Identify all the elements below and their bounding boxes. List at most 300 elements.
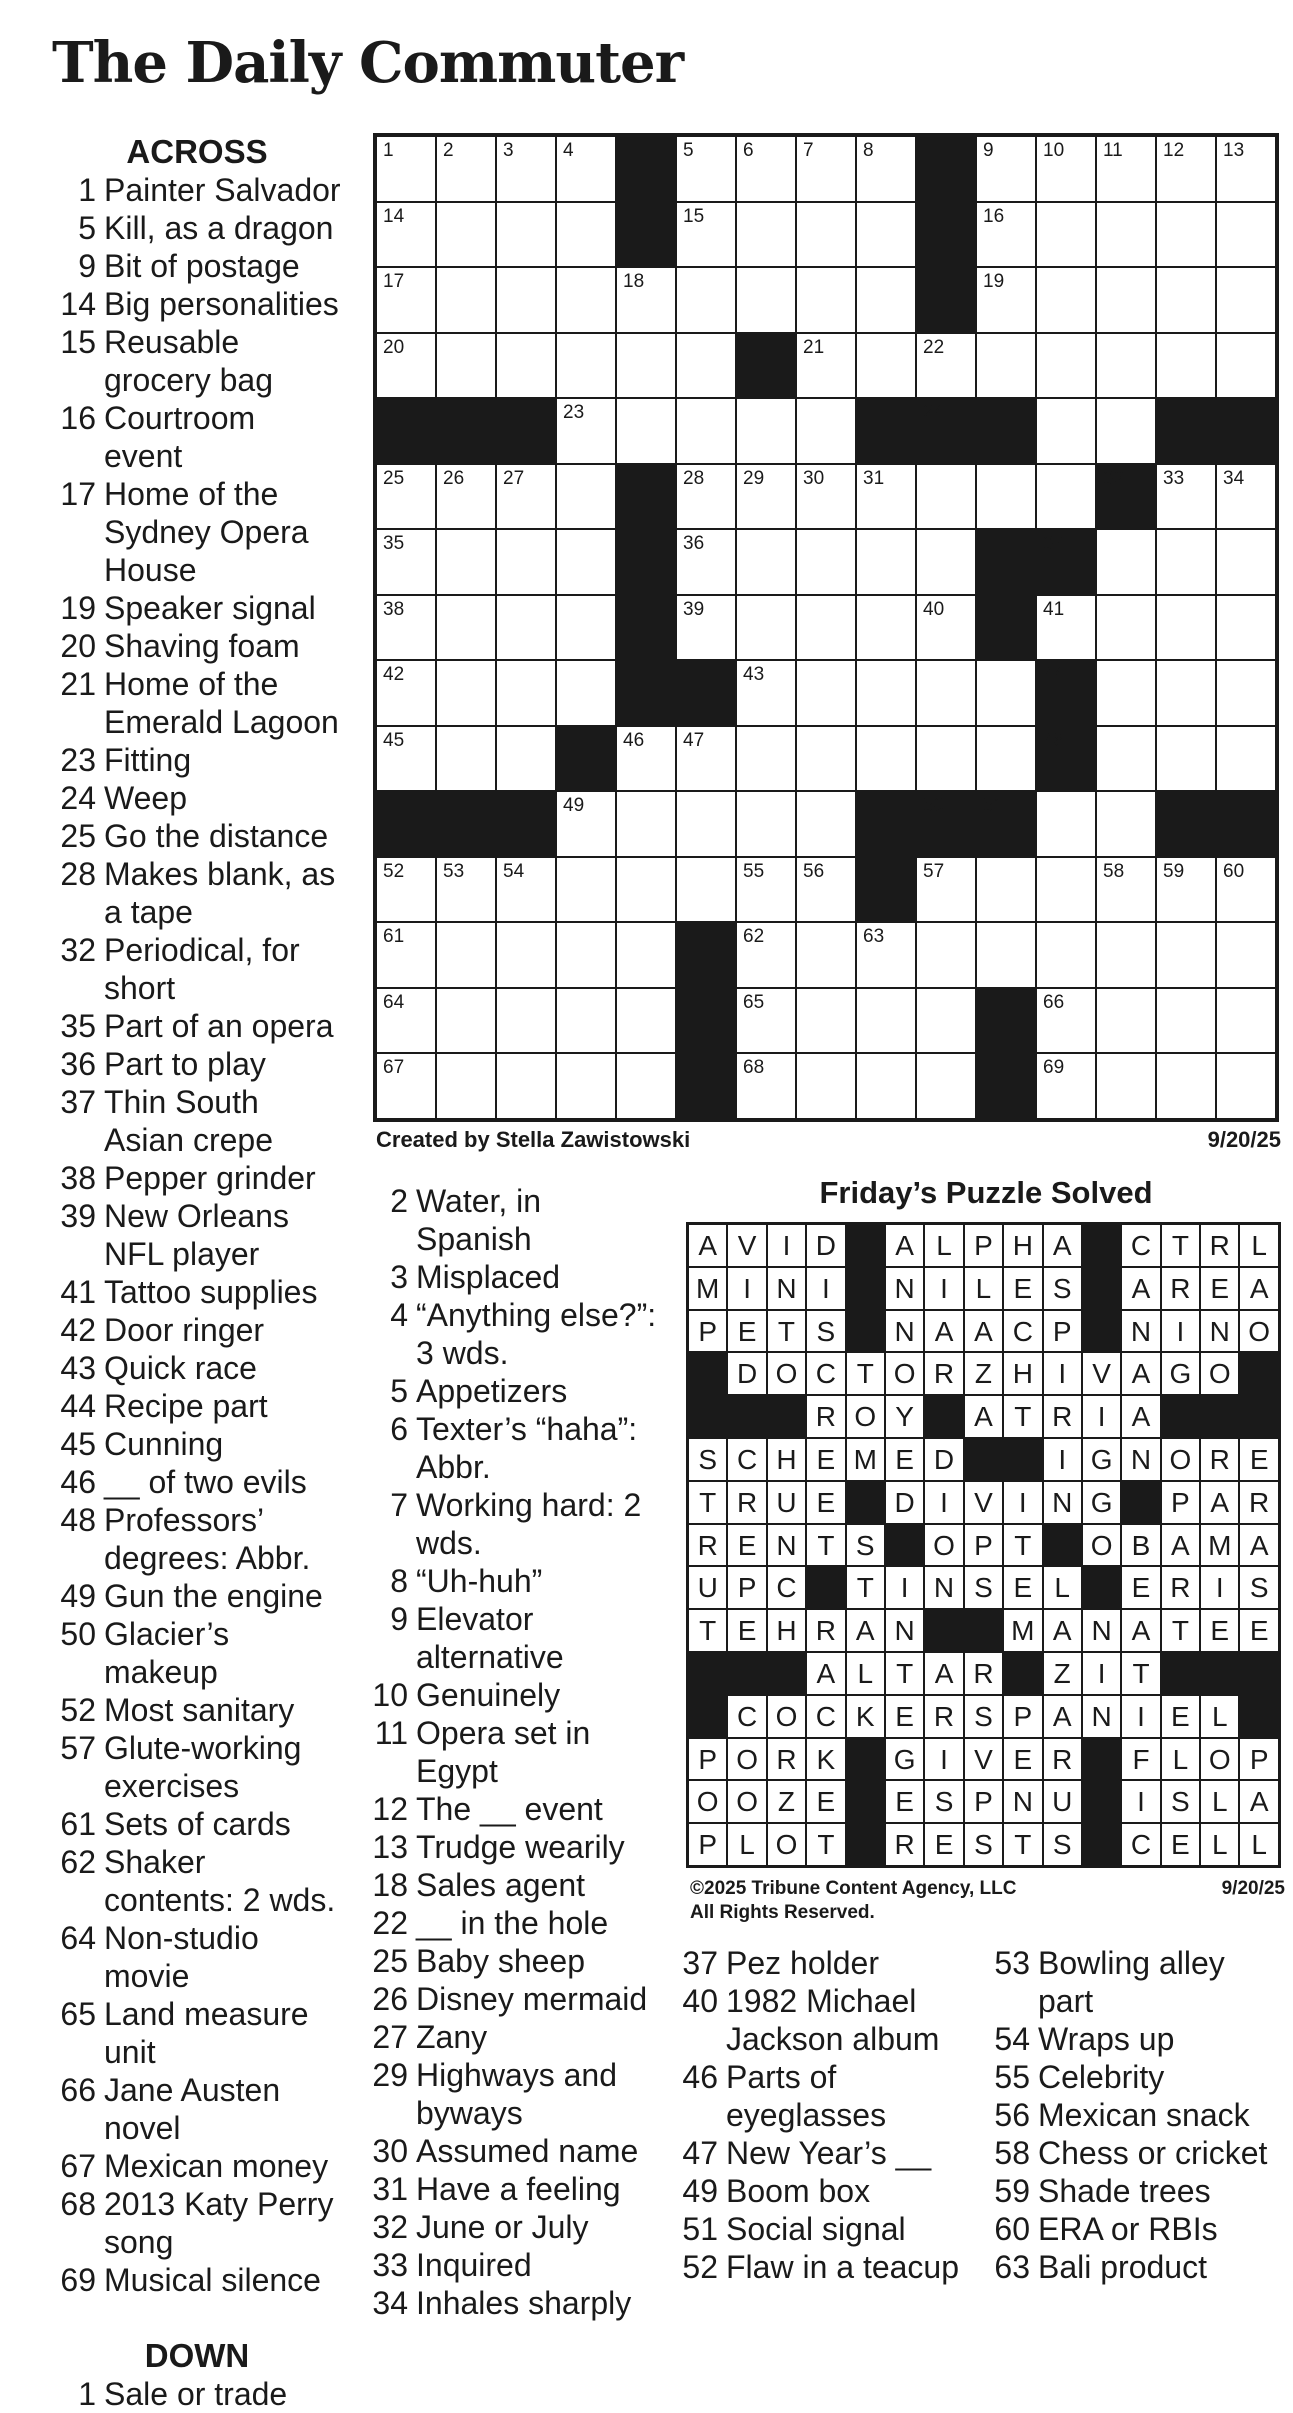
grid-cell[interactable] — [796, 398, 856, 464]
clue-item — [364, 1980, 664, 2018]
clue-text: Go the distance — [104, 818, 329, 854]
clue-text: Non-studio movie — [104, 1920, 259, 1994]
grid-cell[interactable] — [676, 398, 736, 464]
grid-block — [616, 529, 676, 595]
clue-item — [52, 589, 342, 627]
grid-cell[interactable] — [496, 136, 556, 202]
grid-cell[interactable] — [916, 595, 976, 661]
grid-cell[interactable] — [616, 922, 676, 988]
solution-cell: A — [688, 1224, 727, 1267]
clue-item — [52, 1919, 342, 1995]
clue-text: Door ringer — [104, 1312, 265, 1348]
grid-cell[interactable] — [916, 988, 976, 1054]
grid-cell[interactable] — [496, 660, 556, 726]
grid-cell[interactable] — [796, 202, 856, 268]
grid-cell[interactable] — [676, 136, 736, 202]
grid-cell[interactable] — [436, 1053, 496, 1119]
cell-number: 25 — [383, 467, 405, 489]
grid-cell[interactable] — [1156, 660, 1216, 726]
grid-cell[interactable] — [436, 857, 496, 923]
grid-cell[interactable] — [556, 398, 616, 464]
grid-cell[interactable] — [376, 1053, 436, 1119]
grid-cell[interactable] — [1216, 922, 1276, 988]
clue-text: Texter’s “haha”: Abbr. — [416, 1411, 638, 1485]
grid-cell[interactable] — [736, 726, 796, 792]
clue-text: Pepper grinder — [104, 1160, 316, 1196]
grid-cell[interactable] — [796, 857, 856, 923]
grid-cell[interactable] — [736, 136, 796, 202]
solution-cell: N — [1082, 1695, 1121, 1738]
clue-text: Chess or cricket — [1038, 2135, 1268, 2171]
solution-cell: I — [1043, 1352, 1082, 1395]
cell-number: 2 — [443, 140, 454, 161]
grid-cell[interactable] — [856, 595, 916, 661]
cell-number: 23 — [563, 402, 585, 423]
grid-cell[interactable] — [736, 398, 796, 464]
solution-cell: R — [767, 1738, 806, 1781]
clue-number: 54 — [994, 2021, 1030, 2057]
grid-cell[interactable] — [376, 726, 436, 792]
grid-cell[interactable] — [436, 136, 496, 202]
grid-cell[interactable] — [556, 988, 616, 1054]
grid-cell[interactable] — [1096, 988, 1156, 1054]
grid-cell[interactable] — [556, 660, 616, 726]
solution-block — [688, 1652, 727, 1695]
grid-cell[interactable] — [1156, 267, 1216, 333]
grid-cell[interactable] — [1096, 398, 1156, 464]
grid-cell[interactable] — [1096, 202, 1156, 268]
grid-block — [616, 136, 676, 202]
grid-cell[interactable] — [1156, 1053, 1216, 1119]
grid-cell[interactable] — [1036, 1053, 1096, 1119]
grid-cell[interactable] — [1156, 136, 1216, 202]
solution-cell: P — [1161, 1481, 1200, 1524]
solution-cell: C — [727, 1438, 766, 1481]
solution-cell: T — [885, 1652, 924, 1695]
cell-number: 60 — [1223, 860, 1245, 882]
grid-cell[interactable] — [676, 529, 736, 595]
grid-cell[interactable] — [496, 857, 556, 923]
grid-cell[interactable] — [1036, 202, 1096, 268]
grid-cell[interactable] — [556, 922, 616, 988]
grid-cell[interactable] — [796, 267, 856, 333]
grid-cell[interactable] — [376, 857, 436, 923]
grid-cell[interactable] — [1036, 988, 1096, 1054]
solution-cell: M — [1003, 1609, 1042, 1652]
grid-cell[interactable] — [976, 922, 1036, 988]
grid-cell[interactable] — [976, 136, 1036, 202]
cell-number: 49 — [563, 795, 585, 816]
grid-block — [1036, 660, 1096, 726]
solution-block — [1043, 1524, 1082, 1567]
grid-cell[interactable] — [1156, 988, 1216, 1054]
solution-cell: L — [964, 1267, 1003, 1310]
grid-cell[interactable] — [1156, 202, 1216, 268]
grid-cell[interactable] — [376, 333, 436, 399]
grid-cell[interactable] — [496, 1053, 556, 1119]
clue-number: 47 — [682, 2135, 718, 2171]
grid-cell[interactable] — [616, 791, 676, 857]
grid-cell[interactable] — [556, 857, 616, 923]
grid-cell[interactable] — [1156, 857, 1216, 923]
grid-cell[interactable] — [1216, 988, 1276, 1054]
grid-cell[interactable] — [796, 988, 856, 1054]
grid-cell[interactable] — [736, 267, 796, 333]
clue-text: Reusable grocery bag — [104, 324, 273, 398]
solution-cell: V — [964, 1738, 1003, 1781]
grid-cell[interactable] — [856, 202, 916, 268]
cell-number: 20 — [383, 336, 405, 358]
grid-cell[interactable] — [496, 922, 556, 988]
grid-cell[interactable] — [976, 857, 1036, 923]
grid-cell[interactable] — [736, 1053, 796, 1119]
clue-item — [52, 475, 342, 589]
grid-cell[interactable] — [1036, 857, 1096, 923]
solution-block — [846, 1224, 885, 1267]
grid-cell[interactable] — [1036, 398, 1096, 464]
grid-block — [916, 398, 976, 464]
grid-cell[interactable] — [976, 267, 1036, 333]
clue-item — [52, 741, 342, 779]
cell-number: 51 — [983, 795, 1005, 816]
clue-number: 3 — [390, 1259, 408, 1295]
grid-cell[interactable] — [556, 595, 616, 661]
grid-cell[interactable] — [1096, 726, 1156, 792]
clue-item — [52, 2261, 342, 2299]
grid-cell[interactable] — [376, 464, 436, 530]
grid-cell[interactable] — [376, 529, 436, 595]
grid-cell[interactable] — [1096, 857, 1156, 923]
clue-number: 46 — [682, 2059, 718, 2095]
grid-cell[interactable] — [1216, 726, 1276, 792]
grid-cell[interactable] — [676, 267, 736, 333]
grid-cell[interactable] — [1096, 529, 1156, 595]
grid-cell[interactable] — [976, 464, 1036, 530]
grid-cell[interactable] — [1216, 595, 1276, 661]
grid-cell[interactable] — [736, 202, 796, 268]
solution-block — [1200, 1395, 1239, 1438]
down-list-col2 — [364, 1182, 664, 2322]
clue-text: 2013 Katy Perry song — [104, 2186, 334, 2260]
grid-cell[interactable] — [676, 726, 736, 792]
grid-cell[interactable] — [1096, 791, 1156, 857]
grid-cell[interactable] — [856, 267, 916, 333]
grid-cell[interactable] — [556, 267, 616, 333]
solution-cell: R — [1161, 1566, 1200, 1609]
grid-cell[interactable] — [916, 857, 976, 923]
grid-cell[interactable] — [556, 136, 616, 202]
grid-cell[interactable] — [976, 202, 1036, 268]
grid-block — [616, 202, 676, 268]
grid-cell[interactable] — [796, 726, 856, 792]
grid-cell[interactable] — [736, 857, 796, 923]
cell-number: 41 — [1043, 598, 1065, 620]
solution-title: Friday’s Puzzle Solved — [819, 1175, 1153, 1210]
clue-number: 17 — [60, 476, 96, 512]
grid-cell[interactable] — [1216, 529, 1276, 595]
grid-cell[interactable] — [796, 333, 856, 399]
cell-number: 15 — [683, 205, 705, 227]
grid-cell[interactable] — [1156, 595, 1216, 661]
grid-cell[interactable] — [796, 1053, 856, 1119]
grid-cell[interactable] — [916, 529, 976, 595]
grid-cell[interactable] — [376, 136, 436, 202]
grid-cell[interactable] — [796, 660, 856, 726]
grid-cell[interactable] — [436, 464, 496, 530]
grid-cell[interactable] — [1036, 267, 1096, 333]
grid-cell[interactable] — [1036, 791, 1096, 857]
solution-cell: I — [1082, 1395, 1121, 1438]
grid-cell[interactable] — [796, 595, 856, 661]
solution-cell: I — [1161, 1310, 1200, 1353]
grid-cell[interactable] — [1036, 136, 1096, 202]
grid-cell[interactable] — [616, 398, 676, 464]
solution-cell: O — [846, 1395, 885, 1438]
grid-cell[interactable] — [376, 660, 436, 726]
grid-cell[interactable] — [1036, 595, 1096, 661]
grid-cell[interactable] — [916, 660, 976, 726]
grid-cell[interactable] — [736, 660, 796, 726]
clue-number: 8 — [390, 1563, 408, 1599]
cell-number: 26 — [443, 467, 465, 489]
solution-cell: P — [688, 1738, 727, 1781]
clue-text: Big personalities — [104, 286, 339, 322]
grid-cell[interactable] — [1216, 660, 1276, 726]
grid-cell[interactable] — [1156, 922, 1216, 988]
clue-text: Inhales sharply — [416, 2285, 632, 2321]
grid-cell[interactable] — [616, 267, 676, 333]
cell-number: 27 — [503, 467, 525, 489]
grid-cell[interactable] — [916, 333, 976, 399]
grid-cell[interactable] — [436, 529, 496, 595]
solution-cell: E — [1003, 1566, 1042, 1609]
grid-cell[interactable] — [1096, 1053, 1156, 1119]
grid-cell[interactable] — [376, 202, 436, 268]
grid-cell[interactable] — [856, 333, 916, 399]
grid-cell[interactable] — [1036, 333, 1096, 399]
grid-cell[interactable] — [616, 857, 676, 923]
grid-cell[interactable] — [436, 922, 496, 988]
clue-item — [364, 2018, 664, 2056]
grid-cell[interactable] — [436, 726, 496, 792]
solution-cell: K — [806, 1738, 845, 1781]
grid-cell[interactable] — [496, 988, 556, 1054]
grid-cell[interactable] — [736, 922, 796, 988]
grid-cell[interactable] — [736, 595, 796, 661]
clue-text: Most sanitary — [104, 1692, 295, 1728]
grid-cell[interactable] — [376, 595, 436, 661]
cell-number: 55 — [743, 860, 765, 882]
solution-cell: P — [1003, 1695, 1042, 1738]
solution-cell: G — [1161, 1352, 1200, 1395]
grid-cell[interactable] — [556, 333, 616, 399]
clue-item — [674, 2134, 974, 2172]
solution-cell: D — [727, 1352, 766, 1395]
grid-cell[interactable] — [1156, 464, 1216, 530]
grid-cell[interactable] — [1156, 726, 1216, 792]
grid-cell[interactable] — [1216, 857, 1276, 923]
grid-cell[interactable] — [1096, 660, 1156, 726]
grid-cell[interactable] — [796, 464, 856, 530]
solution-cell: E — [924, 1823, 963, 1866]
clue-number: 32 — [60, 932, 96, 968]
grid-block — [976, 791, 1036, 857]
solution-cell: E — [1003, 1267, 1042, 1310]
grid-cell[interactable] — [1216, 464, 1276, 530]
grid-cell[interactable] — [556, 464, 616, 530]
grid-cell[interactable] — [436, 333, 496, 399]
grid-cell[interactable] — [556, 791, 616, 857]
grid-cell[interactable] — [436, 988, 496, 1054]
clue-number: 63 — [994, 2249, 1030, 2285]
grid-cell[interactable] — [856, 1053, 916, 1119]
grid-block — [976, 595, 1036, 661]
grid-cell[interactable] — [676, 464, 736, 530]
grid-cell[interactable] — [616, 726, 676, 792]
cell-number: 63 — [863, 926, 885, 947]
solution-cell: E — [1121, 1566, 1160, 1609]
grid-cell[interactable] — [556, 529, 616, 595]
grid-cell[interactable] — [796, 791, 856, 857]
grid-cell[interactable] — [1096, 595, 1156, 661]
cell-number: 8 — [863, 140, 874, 161]
grid-cell[interactable] — [676, 202, 736, 268]
grid-cell[interactable] — [496, 333, 556, 399]
grid-cell[interactable] — [376, 922, 436, 988]
grid-cell[interactable] — [496, 267, 556, 333]
grid-cell[interactable] — [916, 464, 976, 530]
clue-text: Part to play — [104, 1046, 266, 1082]
grid-cell[interactable] — [916, 922, 976, 988]
solution-cell: P — [964, 1524, 1003, 1567]
grid-cell[interactable] — [376, 267, 436, 333]
solution-block — [846, 1738, 885, 1781]
solution-cell: M — [846, 1438, 885, 1481]
grid-cell[interactable] — [556, 1053, 616, 1119]
cell-number: 62 — [743, 926, 765, 947]
grid-cell[interactable] — [676, 857, 736, 923]
grid-cell[interactable] — [1216, 202, 1276, 268]
grid-cell[interactable] — [676, 333, 736, 399]
clue-text: Glute-working exercises — [104, 1730, 302, 1804]
solution-cell: T — [806, 1524, 845, 1567]
solution-cell: I — [1200, 1566, 1239, 1609]
grid-cell[interactable] — [556, 202, 616, 268]
copyright-line2: All Rights Reserved. — [690, 1902, 875, 1923]
crossword-grid[interactable] — [373, 133, 1279, 1122]
grid-cell[interactable] — [1096, 267, 1156, 333]
grid-cell[interactable] — [1096, 136, 1156, 202]
solution-cell: N — [1121, 1310, 1160, 1353]
grid-cell[interactable] — [856, 660, 916, 726]
solution-cell: T — [688, 1481, 727, 1524]
grid-cell[interactable] — [1036, 922, 1096, 988]
grid-cell[interactable] — [1096, 922, 1156, 988]
grid-cell[interactable] — [496, 464, 556, 530]
grid-cell[interactable] — [916, 726, 976, 792]
grid-cell[interactable] — [976, 333, 1036, 399]
grid-cell[interactable] — [976, 660, 1036, 726]
grid-cell[interactable] — [1216, 267, 1276, 333]
grid-cell[interactable] — [616, 333, 676, 399]
grid-cell[interactable] — [856, 726, 916, 792]
cell-number: 6 — [743, 140, 754, 161]
grid-cell[interactable] — [616, 1053, 676, 1119]
grid-cell[interactable] — [736, 988, 796, 1054]
grid-cell[interactable] — [796, 529, 856, 595]
solution-cell: O — [767, 1352, 806, 1395]
grid-cell[interactable] — [1036, 464, 1096, 530]
grid-cell[interactable] — [616, 988, 676, 1054]
solution-cell: A — [1043, 1695, 1082, 1738]
grid-cell[interactable] — [496, 529, 556, 595]
grid-cell[interactable] — [676, 595, 736, 661]
clue-item — [52, 1843, 342, 1919]
grid-cell[interactable] — [496, 202, 556, 268]
solution-cell: P — [964, 1780, 1003, 1823]
grid-cell[interactable] — [436, 595, 496, 661]
clue-number: 18 — [372, 1867, 408, 1903]
grid-cell[interactable] — [736, 791, 796, 857]
grid-cell[interactable] — [856, 464, 916, 530]
solution-cell: O — [1200, 1738, 1239, 1781]
solution-cell: S — [806, 1310, 845, 1353]
clue-number: 34 — [372, 2285, 408, 2321]
grid-cell[interactable] — [1096, 333, 1156, 399]
clue-number: 20 — [60, 628, 96, 664]
grid-cell[interactable] — [856, 988, 916, 1054]
down-clues-column-4 — [986, 1944, 1286, 2286]
clue-number: 5 — [78, 210, 96, 246]
grid-cell[interactable] — [1216, 1053, 1276, 1119]
solution-cell: A — [964, 1310, 1003, 1353]
grid-cell[interactable] — [976, 726, 1036, 792]
solution-block — [1003, 1438, 1042, 1481]
solution-block — [924, 1395, 963, 1438]
grid-cell[interactable] — [1216, 333, 1276, 399]
grid-cell[interactable] — [436, 267, 496, 333]
grid-cell[interactable] — [436, 202, 496, 268]
clue-item — [52, 2375, 342, 2413]
grid-cell[interactable] — [1156, 529, 1216, 595]
clue-text: Boom box — [726, 2173, 871, 2209]
solution-cell: L — [1200, 1823, 1239, 1866]
grid-cell[interactable] — [856, 922, 916, 988]
grid-cell[interactable] — [496, 726, 556, 792]
grid-cell[interactable] — [1156, 333, 1216, 399]
grid-cell[interactable] — [376, 988, 436, 1054]
grid-cell[interactable] — [496, 595, 556, 661]
cell-number: 32 — [1103, 467, 1125, 489]
grid-cell[interactable] — [436, 660, 496, 726]
grid-cell[interactable] — [796, 922, 856, 988]
clue-number: 36 — [60, 1046, 96, 1082]
grid-cell[interactable] — [736, 464, 796, 530]
grid-cell[interactable] — [856, 136, 916, 202]
grid-block — [436, 791, 496, 857]
grid-cell[interactable] — [796, 136, 856, 202]
grid-cell[interactable] — [916, 1053, 976, 1119]
grid-cell[interactable] — [856, 529, 916, 595]
grid-cell[interactable] — [1216, 136, 1276, 202]
grid-cell[interactable] — [736, 529, 796, 595]
clue-text: Sales agent — [416, 1867, 586, 1903]
grid-cell[interactable] — [676, 791, 736, 857]
clue-number: 15 — [60, 324, 96, 360]
clue-text: Bowling alley part — [1038, 1945, 1225, 2019]
solution-cell: Z — [767, 1780, 806, 1823]
clue-text: Zany — [416, 2019, 488, 2055]
